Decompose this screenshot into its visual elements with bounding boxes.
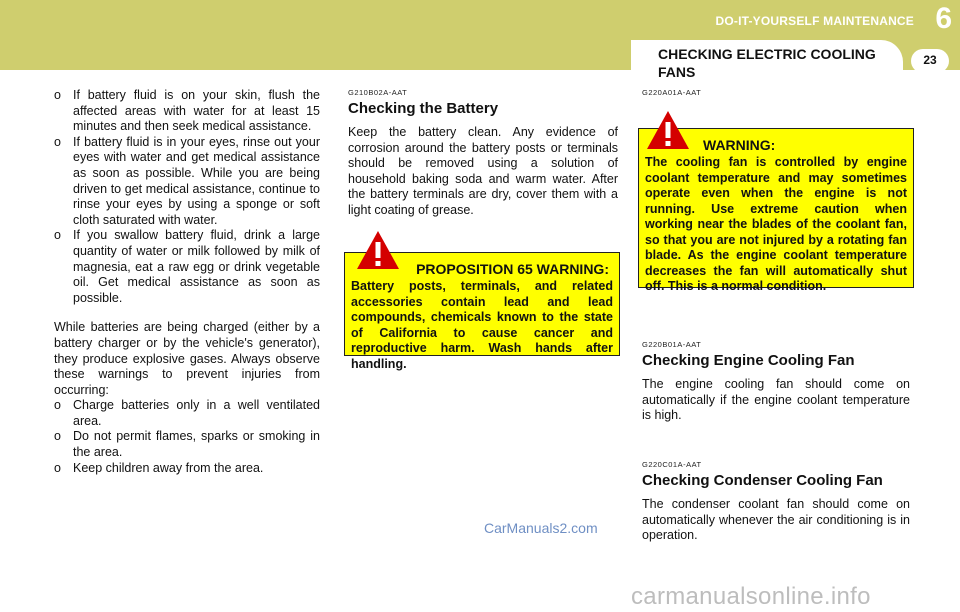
section-code: G220B01A-AAT <box>642 340 702 349</box>
warning-triangle-icon <box>356 230 400 270</box>
warning-text: Battery posts, terminals, and related accessories contain lead and lead compounds, chemicals known to the state of California to cause cancer and reproductive harm. Wash hands after handling. <box>351 279 613 371</box>
battery-fluid-bullets <box>54 88 320 306</box>
page-number: 23 <box>923 53 937 67</box>
list-item: o Do not permit flames, sparks or smoking in the area. <box>54 429 320 460</box>
bullet-mark: o <box>54 228 61 243</box>
list-item: o Charge batteries only in a well ventilated area. <box>54 398 320 428</box>
chapter-number: 6 <box>935 2 952 35</box>
warning-title: WARNING: <box>703 137 776 153</box>
column-left <box>54 88 320 476</box>
section-heading: Checking Condenser Cooling Fan <box>642 472 883 489</box>
list-item: o If battery fluid is in your eyes, rinse out your eyes with water and get medical assistance as soon as possible. While you are being driven to get medical assistance, continue to rinse your eyes by using a sponge or soft cloth saturated with water. <box>54 134 320 227</box>
column-right <box>642 88 910 100</box>
section-heading: Checking Engine Cooling Fan <box>642 352 855 369</box>
chapter-title: DO-IT-YOURSELF MAINTENANCE <box>715 14 914 28</box>
column-middle <box>348 88 618 219</box>
section-code: G220A01A-AAT <box>642 88 702 97</box>
bullet-mark: o <box>54 460 61 475</box>
section-body: The condenser coolant fan should come on automatically whenever the air conditioning is in operation. <box>642 497 910 543</box>
bullet-mark: o <box>54 134 61 149</box>
warning-title: PROPOSITION 65 WARNING: <box>416 261 609 277</box>
list-item: o If battery fluid is on your skin, flush the affected areas with water for at least 15 minutes and then seek medical assistance. <box>54 88 320 134</box>
battery-body: Keep the battery clean. Any evidence of corrosion around the battery posts or terminals should be removed using a solution of household baking soda and warm water. After the battery terminals are dry, cover them with a light coating of grease. <box>348 125 618 217</box>
engine-fan-section <box>642 340 910 424</box>
section-body: The engine cooling fan should come on automatically if the engine coolant temperature is high. <box>642 377 910 423</box>
charging-bullets <box>54 398 320 476</box>
section-code: G210B02A-AAT <box>348 88 408 97</box>
warning-text: The cooling fan is controlled by engine coolant temperature and may sometimes operate even when the engine is not running. Use extreme caution when working near the blades of the coolant fan, so that you are not injured by a rotating fan blade. As the engine coolant temperature decreases the fan will automatically shut off. This is a normal condition. <box>645 155 907 293</box>
list-item: o Keep children away from the area. <box>54 460 264 475</box>
cooling-fan-warning-box <box>638 128 914 293</box>
section-code: G220C01A-AAT <box>642 460 702 469</box>
bullet-mark: o <box>54 429 61 444</box>
bullet-mark: o <box>54 398 61 413</box>
warning-triangle-icon <box>646 110 690 150</box>
section-heading: Checking the Battery <box>348 100 499 117</box>
footer-watermark: carmanualsonline.info <box>631 583 871 610</box>
bullet-mark: o <box>54 88 61 102</box>
watermark-text: CarManuals2.com <box>484 520 598 536</box>
condenser-fan-section <box>642 460 910 544</box>
charging-paragraph: While batteries are being charged (either by a battery charger or by the vehicle's generator), they produce explosive gases. Always observe these warnings to prevent injuries from occurring: <box>54 320 320 397</box>
list-item: o If you swallow battery fluid, drink a large quantity of water or milk followed by milk of magnesia, eat a raw egg or drink vegetable oil. Get medical assistance as soon as possible. <box>54 228 320 305</box>
section-title: CHECKING ELECTRIC COOLING FANS <box>658 46 876 80</box>
